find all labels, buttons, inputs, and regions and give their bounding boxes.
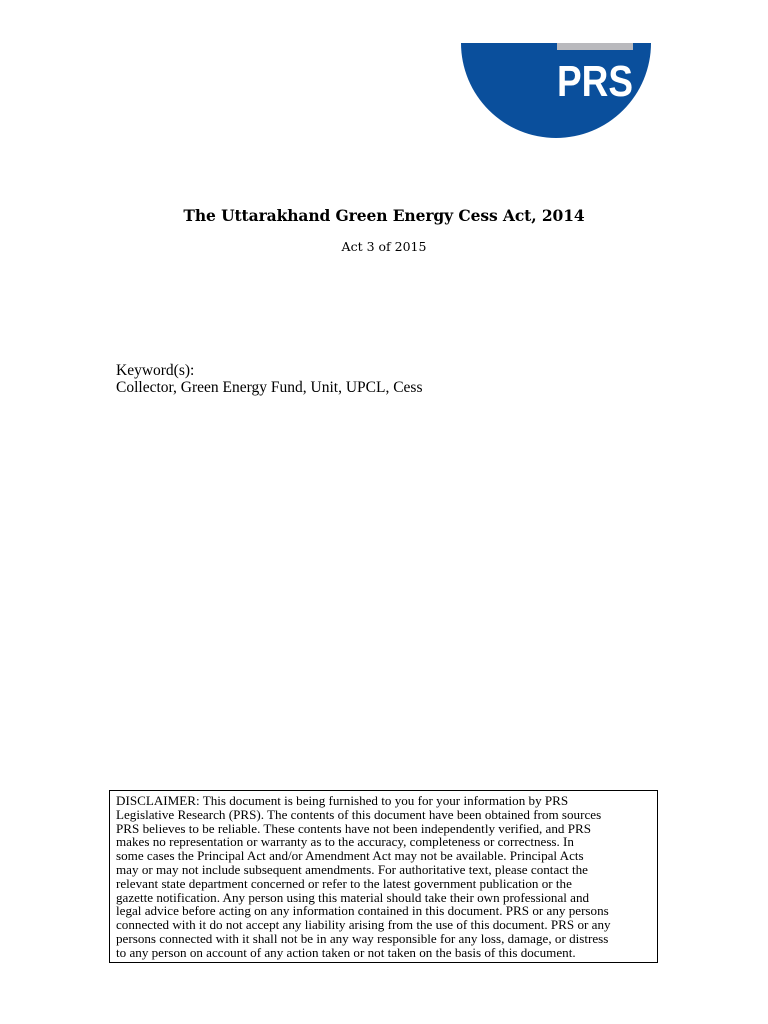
disclaimer-line: connected with it do not accept any liability arising from the use of this document. PRS or any	[116, 917, 611, 933]
prs-logo	[461, 43, 651, 140]
disclaimer-line: makes no representation or warranty as to the accuracy, completeness or correctness. In	[116, 834, 574, 850]
disclaimer-line: relevant state department concerned or refer to the latest government publication or the	[116, 875, 572, 891]
disclaimer-line: gazette notification. Any person using this material should take their own professional and	[116, 889, 590, 905]
keywords-label: Keyword(s):	[116, 362, 195, 379]
disclaimer-line: Legislative Research (PRS). The contents of this document have been obtained from sources	[116, 806, 602, 822]
disclaimer-line: to any person on account of any action taken or not taken on the basis of this document.	[116, 944, 576, 960]
document-title: The Uttarakhand Green Energy Cess Act, 2014	[183, 206, 585, 225]
prs-logo-bar	[557, 43, 633, 50]
prs-logo-graphic	[461, 43, 651, 140]
keywords-section	[116, 362, 422, 396]
disclaimer-line: persons connected with it shall not be in any way responsible for any loss, damage, or distress	[116, 930, 609, 946]
disclaimer-line: DISCLAIMER: This document is being furnished to you for your information by PRS	[116, 793, 569, 808]
disclaimer-line: some cases the Principal Act and/or Amendment Act may not be available. Principal Acts	[116, 848, 584, 864]
disclaimer-line: legal advice before acting on any information contained in this document. PRS or any persons	[116, 903, 609, 919]
disclaimer-line: may or may not include subsequent amendments. For authoritative text, please contact the	[116, 861, 588, 877]
disclaimer-box	[109, 790, 658, 963]
keywords-list: Collector, Green Energy Fund, Unit, UPCL, Cess	[116, 379, 423, 396]
disclaimer-line: PRS believes to be reliable. These contents have not been independently verified, and PRS	[116, 820, 592, 836]
prs-logo-text: PRS	[557, 57, 633, 106]
document-subtitle: Act 3 of 2015	[341, 239, 427, 254]
